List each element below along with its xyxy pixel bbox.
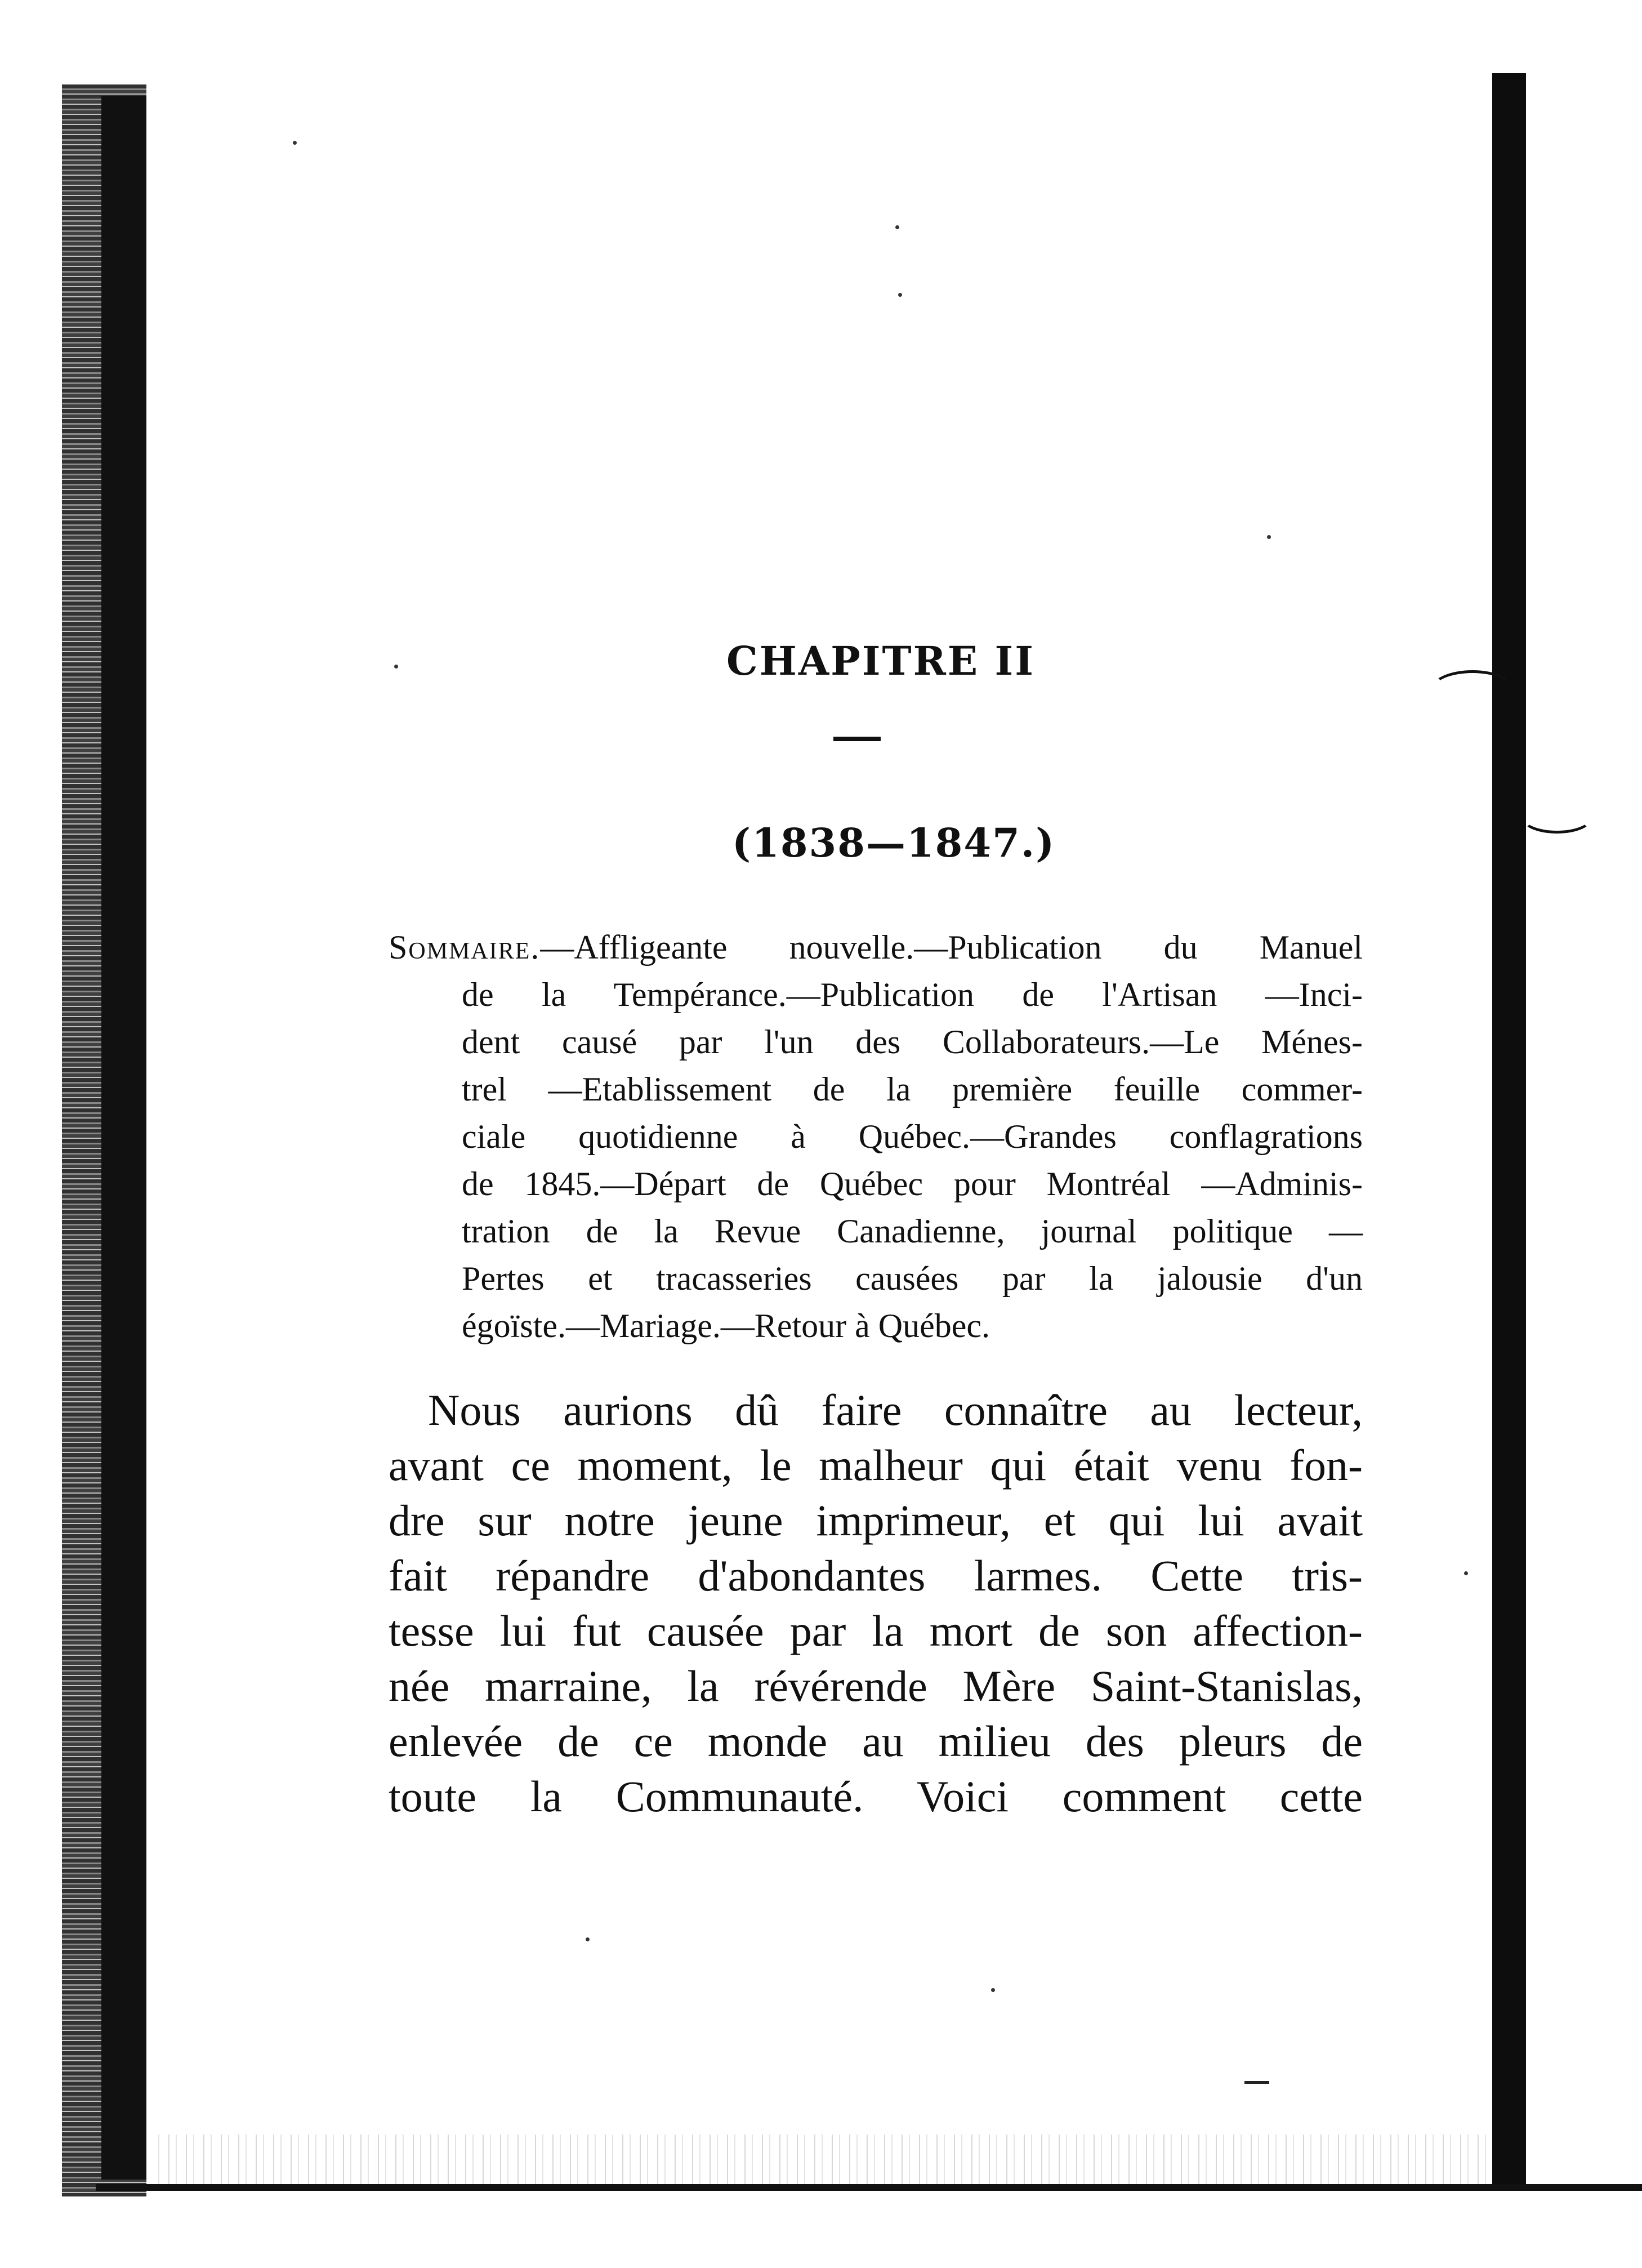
body-line: dre sur notre jeune imprimeur, et qui lui avait <box>389 1496 1363 1545</box>
speck <box>991 1988 995 1992</box>
body-line: tesse lui fut causée par la mort de son affection- <box>389 1606 1363 1655</box>
scan-edge-mark <box>1430 670 1515 710</box>
scan-left-binding <box>101 96 146 2180</box>
summary-line: ciale quotidienne à Québec.—Grandes conflagrations <box>462 1118 1363 1155</box>
summary-line: de la Tempérance.—Publication de l'Artisan —Inci- <box>462 976 1363 1013</box>
body-line: enlevée de ce monde au milieu des pleurs de <box>389 1717 1363 1766</box>
summary-line: Pertes et tracasseries causées par la jalousie d'un <box>462 1260 1363 1297</box>
scan-right-edge <box>1492 73 1526 2191</box>
summary-line: dent causé par l'un des Collaborateurs.—Le Ménes- <box>462 1023 1363 1061</box>
chapter-years: (1838—1847.) <box>732 819 1056 866</box>
scan-bottom-speckle <box>152 2135 1492 2184</box>
summary-line <box>389 924 1363 971</box>
speck <box>895 225 899 229</box>
speck <box>293 141 297 145</box>
body-line: avant ce moment, le malheur qui était venu fon- <box>389 1441 1363 1490</box>
summary-label: Sommaire. <box>389 929 541 966</box>
body-paragraph <box>389 1383 1363 1824</box>
summary-line: trel —Etablissement de la première feuille commer- <box>462 1071 1363 1108</box>
chapter-summary <box>389 924 1363 1349</box>
summary-line: égoïste.—Mariage.—Retour à Québec. <box>462 1307 990 1344</box>
page-mark <box>1244 2081 1269 2084</box>
chapter-title: CHAPITRE II <box>726 637 1036 684</box>
speck <box>898 293 902 297</box>
speck <box>1267 535 1271 539</box>
speck <box>394 665 398 669</box>
body-line: Nous aurions dû faire connaître au lecteur, <box>428 1385 1363 1434</box>
summary-text: —Affligeante nouvelle.—Publication du Manuel <box>540 929 1363 966</box>
speck <box>1464 1571 1468 1575</box>
summary-line: tration de la Revue Canadienne, journal politique — <box>462 1213 1363 1250</box>
title-rule <box>833 737 881 741</box>
scan-bottom-edge <box>96 2184 1642 2191</box>
summary-line: de 1845.—Départ de Québec pour Montréal —Adminis- <box>462 1165 1363 1202</box>
scan-edge-mark <box>1520 800 1594 834</box>
body-line: née marraine, la révérende Mère Saint-Stanislas, <box>389 1661 1363 1710</box>
body-line: fait répandre d'abondantes larmes. Cette tris- <box>389 1551 1363 1600</box>
speck <box>586 1937 590 1941</box>
body-line: toute la Communauté. Voici comment cette <box>389 1772 1363 1821</box>
